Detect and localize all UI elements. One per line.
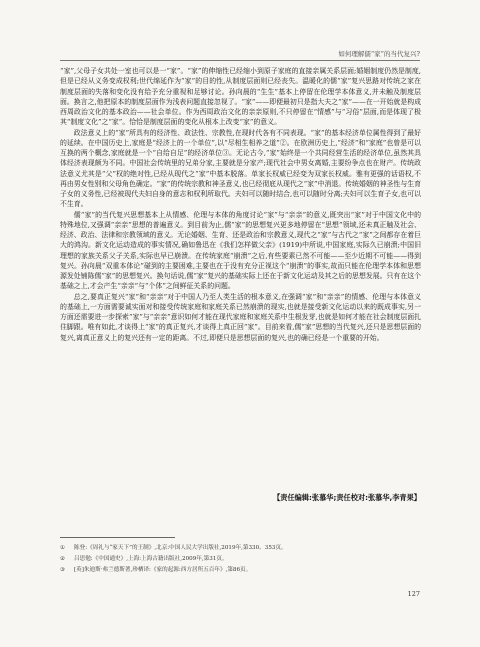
paragraph-3: 儒“家”的当代复兴思想基本上从情感、伦理与本体的角度讨论“家”与“亲亲”的意义,既突出“家”对于中国文化中的特殊地位,又强调“亲亲”思想的普遍意义。到目前为止,儒“家”的思想复兴更多地停留在“思想”领域,还未真正触及社会、经济、政治、法律和宗教领域的意义。无论婚姻、生育、还是政治和宗教意义,现代之“家”与古代之“家”之间都存在着巨大的鸿沟。新文化运动造成的事实情况,确如鲁迅在《我们怎样做父亲》(1919)中所说,中国家庭,实际久已崩溃;中国旧理想的家族关系父子关系,实际也早已崩溃。在传统家庭“崩溃”之后,有些要素已然不可能——至少近期不可能——得到复兴。孙向晨“双重本体论”碰到的主要困难,主要也在于没有充分正视这个“崩溃”的事实,故而只能在伦理学本体和思想源发处铺陈儒“家”的思想复兴。换句话说,儒“家”复兴的基础实际上还在于新文化运动及其之后的思想发展。只有在这个基础之上,才会产生“亲亲”与“个体”之间鲜征关系的问题。 <box>60 210 421 291</box>
footnotes <box>60 543 421 576</box>
footnote-text: 陈登:《周礼与“家天下”的王制》,北京:中国人民大学出版社,2019年,第330、353页。 <box>74 545 287 551</box>
article-body <box>60 66 421 343</box>
footnote-text: [英]朱迪斯·弗兰德斯著,珍栖译:《家的起源:西方居所五百年》,第86页。 <box>74 567 252 573</box>
page-number: 127 <box>407 590 420 598</box>
footnote-1 <box>60 543 421 554</box>
paragraph-4: 总之,要真正复兴“家”和“亲亲”对于中国人乃至人类生活的根本意义,在强调“家”和“亲亲”的情感、伦理与本体意义的基础上,一方面需要诚实面对和接受传统家庭和家庭关系已然崩溃的现实,也就是接受新文化运动以来的既成事实,另一方面还需要进一步探索“家”与“亲亲”意识如何才能在现代家庭和家庭关系中生根发芽,也就是如何才能在社会制度层面扎住脚跟。唯有如此,才谈得上“家”的真正复兴,才谈得上真正回“家”。目前来看,儒“家”思想的当代复兴,还只是思想层面的复兴,离真正意义上的复兴还有一定的距离。不过,即便只是思想层面的复兴,也的确已经是一个重要的开始。 <box>60 292 421 342</box>
footnote-mark: ② <box>60 556 66 562</box>
running-head: 如何理解儒“家”的当代复兴? <box>60 50 420 61</box>
paragraph-1: “家”,父母子女共处一室也可以是一“家”。“家”的伸缩性已经缩小到原子家庭的直接亲属关系层面;婚姻制度仍然是制度,但是已经从义务变成权利;世代绵延作为“家”的目的性,从制度层面则已经丧失。温暖化的儒“家”复兴思路对传统之家在制度层面的失落和变化没有给予充分重视和足够讨论。孙向晨的“生生”基本上停留在伦理学本体意义,并未触及制度层面。换言之,他把原本的制度层面作为浅表问题直接忽视了。“家”——即便最初只是指大夫之“家”——在一开始就是构成西周政治文化的基本政治——社会单位。作为西周政治文化的亲亲原则,不只停留在“情感”与“习俗”层面,而是体现了极其“制度文化”之“家”。恰恰是制度层面的变化从根本上改变“家”的意义。 <box>60 67 421 127</box>
footnote-mark: ① <box>60 545 66 551</box>
footnote-3 <box>60 565 421 576</box>
footnote-2 <box>60 554 421 565</box>
footnote-divider <box>60 537 175 538</box>
footnote-mark: ③ <box>60 567 66 573</box>
editor-credit: 【责任编辑:张慕华;责任校对:张慕华,李青果】 <box>273 493 421 502</box>
paragraph-2: 政法意义上的“家”所具有的经济性、政法性、宗教性,在现时代各有不同表现。“家”的基本经济单位属性得到了最好的延续。在中国历史上,家庭是“经济上的一个单位”,以“尽相生相养之道”②。在欧洲历史上,“经济”和“家庭”也曾是可以互换的两个概念,家庭就是一个“自给自足”的经济单位③。无论古今,“家”始终是一个共同经营生活的经济单位,虽然其具体经济表现颇为不同。中国社会传统里的兄弟分家,主要就是分家产;现代社会中男女离婚,主要纷争点也在财产。传统政法意义尤其是“父”权的绝对性,已经从现代之“家”中基本脱落。单家长权威已经变为双家长权威。雅有更强的话语权,不再由男女性别和父母角色确定。“家”的传统宗教和神圣意义,也已经彻底从现代之“家”中消退。传统婚姻的神圣性与生育子女的义务性,已经被现代夫妇自身的意志和权利所取代。夫妇可以随时结合,也可以随时分离;夫妇可以生育子女,也可以不生育。 <box>60 128 421 209</box>
footnote-text: 吕思勉:《中国通史》,上海:上海古籍出版社,2009年,第31页。 <box>74 556 228 562</box>
